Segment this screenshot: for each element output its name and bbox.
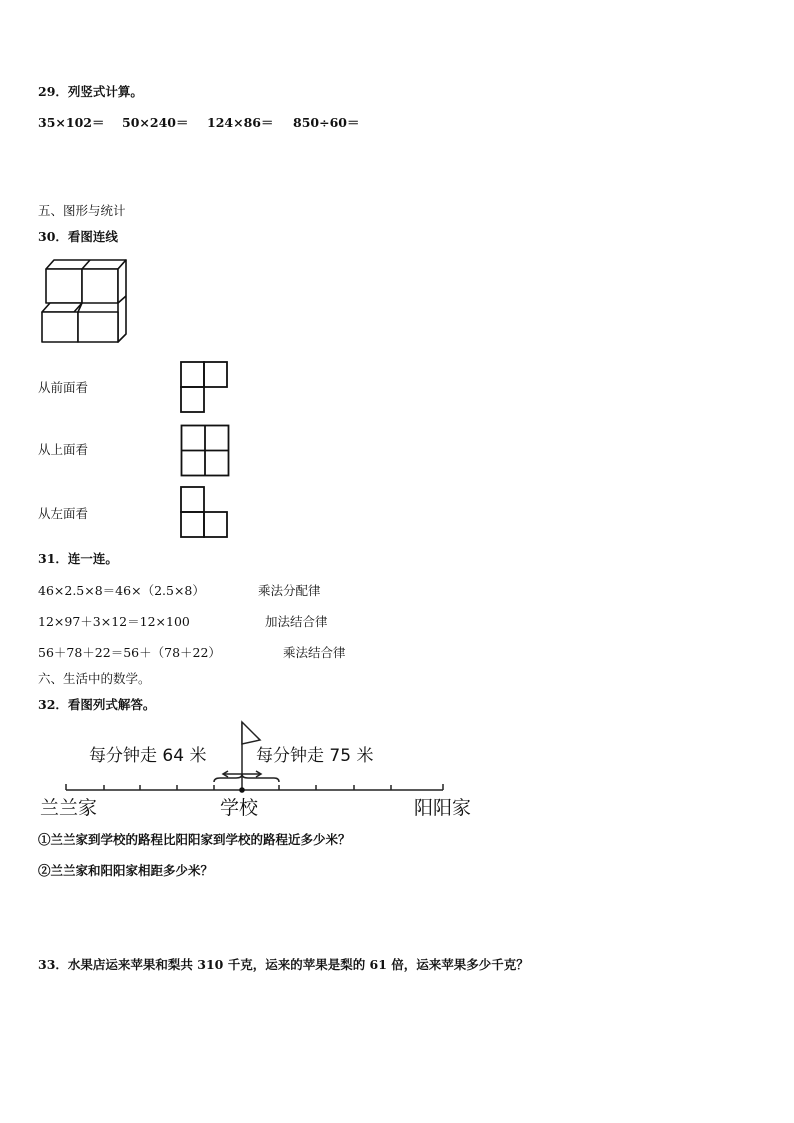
q31-right-1: 乘法分配律 xyxy=(258,583,321,598)
right-speed-label: 每分钟走 75 米 xyxy=(256,746,374,766)
view-label-top: 从上面看 xyxy=(38,442,89,457)
school-label: 学校 xyxy=(220,797,259,819)
q31-left-3: 56＋78＋22＝56＋（78＋22） xyxy=(38,645,221,660)
section6-title: 六、生活中的数学。 xyxy=(38,671,151,686)
lanlan-home-label: 兰兰家 xyxy=(40,797,98,819)
q32-sub2: ②兰兰家和阳阳家相距多少米？ xyxy=(38,863,214,878)
q31-right-2: 加法结合律 xyxy=(265,614,328,629)
q32-title: 32．看图列式解答。 xyxy=(38,697,156,712)
flag-icon xyxy=(242,722,260,744)
cube-figure xyxy=(38,256,133,346)
view-label-front: 从前面看 xyxy=(38,380,89,395)
q30-title: 30．看图连线 xyxy=(38,229,118,244)
q29-expr-3: 124×86＝ xyxy=(207,115,274,130)
section5-title: 五、图形与统计 xyxy=(38,203,126,218)
top-view-icon xyxy=(180,424,232,478)
view-label-left: 从左面看 xyxy=(38,506,89,521)
q29-title: 29．列竖式计算。 xyxy=(38,84,143,99)
q29-expr-4: 850÷60＝ xyxy=(293,115,360,130)
front-view-icon xyxy=(180,361,230,415)
q29-expr-1: 35×102＝ xyxy=(38,115,105,130)
q31-title: 31．连一连。 xyxy=(38,551,118,566)
q31-left-2: 12×97＋3×12＝12×100 xyxy=(38,614,190,629)
q29-expr-2: 50×240＝ xyxy=(122,115,189,130)
left-speed-label: 每分钟走 64 米 xyxy=(89,746,207,766)
q31-left-1: 46×2.5×8＝46×（2.5×8） xyxy=(38,583,205,598)
left-view-icon xyxy=(180,486,232,540)
q31-right-3: 乘法结合律 xyxy=(283,645,346,660)
yangyang-home-label: 阳阳家 xyxy=(414,797,472,819)
q33-title: 33．水果店运来苹果和梨共 310 千克，运来的苹果是梨的 61 倍，运来苹果多少千克？ xyxy=(38,957,529,972)
q32-sub1: ①兰兰家到学校的路程比阳阳家到学校的路程近多少米？ xyxy=(38,832,351,847)
